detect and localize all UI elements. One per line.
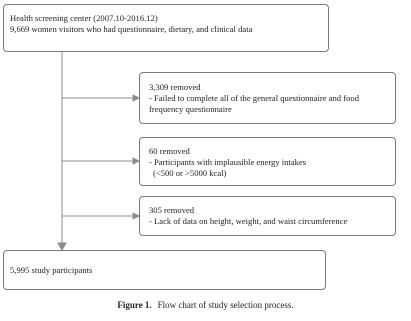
source-population-box [3,4,329,52]
removal-reason: - Participants with implausible energy intakes [149,157,307,167]
removal-box-1 [139,72,396,124]
removal-reason: - Failed to complete all of the general questionnaire and food [149,93,359,103]
removal-reason-cont: frequency questionnaire [149,104,232,114]
removal-reason-cont: (<500 or >5000 kcal) [153,168,227,178]
figure-caption [0,300,411,310]
arrow-to-result [58,243,66,250]
removal-box-3 [139,196,396,236]
figure-caption-text: Flow chart of study selection process. [157,300,294,310]
removal-count: 60 removed [149,146,190,156]
removal-count: 305 removed [149,205,195,215]
source-title: Health screening center (2007.10-2016.12) [10,13,158,23]
removal-box-2 [139,137,396,186]
removal-reason: - Lack of data on height, weight, and waist circumference [149,216,348,226]
removal-count: 3,309 removed [149,82,201,92]
final-participants-box [3,250,326,290]
figure-label: Figure 1. [117,300,152,310]
source-description: 9,669 women visitors who had questionnaire, dietary, and clinical data [10,24,253,34]
final-participants-text: 5,995 study participants [10,265,93,275]
